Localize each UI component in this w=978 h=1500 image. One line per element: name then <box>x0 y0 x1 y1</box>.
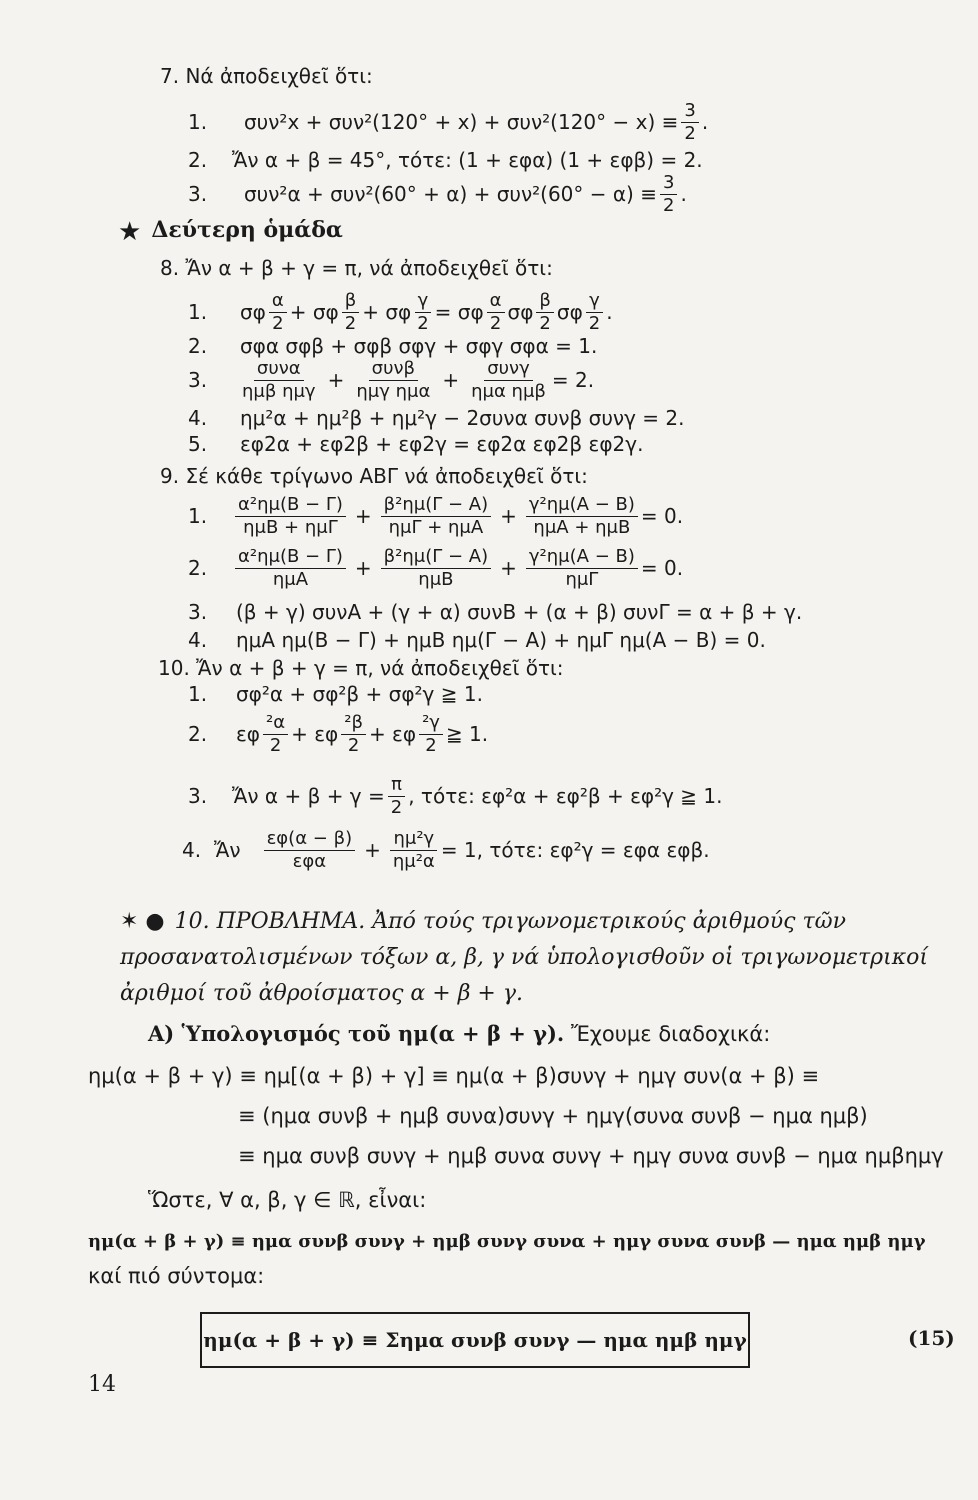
page-number: 14 <box>88 1372 116 1397</box>
derivation-line-1: ημ(α + β + γ) ≡ ημ[(α + β) + γ] ≡ ημ(α + β)συνγ + ημγ συν(α + β) ≡ <box>88 1064 820 1088</box>
fraction-numerator: 3 <box>660 174 677 195</box>
fraction-numerator: γ²ημ(Α − Β) <box>526 548 638 569</box>
term: = 0. <box>640 504 684 528</box>
term: σφ <box>556 300 583 324</box>
fraction-numerator: γ²ημ(Α − Β) <box>526 496 638 517</box>
fraction <box>526 545 638 590</box>
hence-statement: Ὥστε, ∀ α, β, γ ∈ ℝ, εἶναι: <box>148 1188 427 1212</box>
section-a-intro: Ἔχουμε διαδοχικά: <box>570 1022 771 1046</box>
fraction-denominator: εφα <box>292 850 327 872</box>
ex9-item-2-number: 2. <box>188 556 208 580</box>
fraction-numerator: 3 <box>681 102 698 123</box>
term: , τότε: εφ²α + εφ²β + εφ²γ ≧ 1. <box>408 784 723 808</box>
fraction-numerator: γ <box>415 292 432 313</box>
fraction-denominator: 2 <box>417 312 429 334</box>
term: εφ <box>236 722 261 746</box>
ex7-item-3-number: 3. <box>188 182 208 206</box>
fraction <box>353 357 433 402</box>
fraction <box>381 493 491 538</box>
ex8-item-2: σφα σφβ + σφβ σφγ + σφγ σφα = 1. <box>240 334 598 358</box>
section-a-title: Α) Ὑπολογισμός τοῦ ημ(α + β + γ). <box>148 1021 565 1046</box>
fraction-denominator: ημΑ <box>272 568 309 590</box>
ex8-item-4-number: 4. <box>188 406 208 430</box>
ex7-item-1 <box>244 96 708 148</box>
fraction-numerator: ημ²γ <box>390 830 437 851</box>
ex8-item-5: εφ2α + εφ2β + εφ2γ = εφ2α εφ2β εφ2γ. <box>240 432 644 456</box>
ex7-item-3 <box>244 168 687 220</box>
fraction-numerator: α²ημ(Β − Γ) <box>235 548 346 569</box>
fraction-numerator: α²ημ(Β − Γ) <box>235 496 346 517</box>
fraction <box>414 289 431 334</box>
fraction-denominator: ημΓ <box>565 568 599 590</box>
fraction-denominator: ημΓ + ημΑ <box>388 516 484 538</box>
ex10-item-4 <box>214 824 710 876</box>
ex8-item-4: ημ²α + ημ²β + ημ²γ − 2συνα συνβ συνγ = 2. <box>240 406 685 430</box>
fraction-denominator: ημ²α <box>392 850 435 872</box>
fraction <box>342 289 360 334</box>
fraction <box>419 711 443 756</box>
term: + σφ <box>289 300 339 324</box>
equation-number: (15) <box>908 1326 955 1350</box>
ex9-item-2 <box>232 542 683 594</box>
ex8-item-3 <box>236 354 594 406</box>
term: = 0. <box>640 556 684 580</box>
fraction <box>263 711 288 756</box>
term: . <box>606 300 613 324</box>
term: = 2. <box>551 368 595 392</box>
ex10-item-1: σφ²α + σφ²β + σφ²γ ≧ 1. <box>236 682 483 706</box>
ex8-item-5-number: 5. <box>188 432 208 456</box>
ex10-item-2-number: 2. <box>188 722 208 746</box>
fraction-denominator: ημΑ + ημΒ <box>533 516 631 538</box>
term: + εφ <box>368 722 417 746</box>
boxed-formula-text: ημ(α + β + γ) ≡ Σημα συνβ συνγ — ημα ημβ ημγ <box>203 1328 747 1352</box>
fraction-numerator: εφ(α − β) <box>264 830 356 851</box>
ex8-item-3-number: 3. <box>188 368 208 392</box>
fraction-denominator: 2 <box>425 734 437 756</box>
fraction <box>487 289 505 334</box>
ex9-item-4: ημΑ ημ(Β − Γ) + ημΒ ημ(Γ − Α) + ημΓ ημ(Α − Β) = 0. <box>236 628 766 652</box>
ex10-item-3 <box>232 770 723 822</box>
fraction-denominator: 2 <box>269 734 282 756</box>
ex9-item-3: (β + γ) συνΑ + (γ + α) συνΒ + (α + β) συνΓ = α + β + γ. <box>236 600 803 624</box>
fraction-numerator: α <box>487 292 505 313</box>
ex7-item-1-expression: συν²x + συν²(120° + x) + συν²(120° − x) ≡ <box>244 110 679 134</box>
ex10-item-1-number: 1. <box>188 682 208 706</box>
fraction-denominator: 2 <box>489 312 502 334</box>
fraction <box>526 493 638 538</box>
fraction-numerator: π <box>388 776 405 797</box>
fraction-numerator: β²ημ(Γ − Α) <box>381 548 491 569</box>
term: Ἄν α + β + γ = <box>232 784 385 808</box>
term: Ἄν <box>214 838 241 862</box>
term: + εφ <box>291 722 339 746</box>
ex10-item-4-number: 4. <box>182 838 202 862</box>
operator: + <box>354 556 372 580</box>
fraction-numerator: β <box>342 292 360 313</box>
fraction <box>341 711 366 756</box>
ex9-item-1-number: 1. <box>188 504 208 528</box>
term: + σφ <box>362 300 412 324</box>
ex7-item-2: Ἄν α + β = 45°, τότε: (1 + εφα) (1 + εφβ) = 2. <box>232 148 703 172</box>
fraction-denominator: 2 <box>539 312 551 334</box>
fraction-denominator: ημΒ <box>418 568 454 590</box>
fraction-numerator: ²α <box>263 714 288 735</box>
operator: + <box>364 838 381 862</box>
operator: + <box>354 504 372 528</box>
star-bullet-icon: ✶ ● <box>120 909 165 934</box>
fraction <box>239 357 319 402</box>
fraction-numerator: συνγ <box>484 360 533 381</box>
term: = σφ <box>434 300 484 324</box>
fraction-denominator: ημα ημβ <box>471 380 546 402</box>
ex8-item-1 <box>240 286 613 338</box>
fraction-numerator: β <box>536 292 554 313</box>
ex10-item-3-number: 3. <box>188 784 208 808</box>
exercise-8-title: 8. Ἄν α + β + γ = π, νά ἀποδειχθεῖ ὅτι: <box>160 256 553 280</box>
exercise-10-title: 10. Ἄν α + β + γ = π, νά ἀποδειχθεῖ ὅτι: <box>158 656 564 680</box>
fraction-denominator: 2 <box>588 312 601 334</box>
fraction <box>536 289 554 334</box>
shorter-statement: καί πιό σύντομα: <box>88 1264 265 1288</box>
ex7-item-1-number: 1. <box>188 110 208 134</box>
fraction <box>586 289 603 334</box>
problem-10-statement <box>120 904 958 1012</box>
group-2-title: Δεύτερη ὁμάδα <box>151 217 343 243</box>
boxed-formula <box>200 1312 750 1368</box>
fraction <box>390 827 438 872</box>
ex7-item-1-fraction <box>681 99 698 144</box>
fraction-numerator: γ <box>586 292 603 313</box>
fraction-numerator: συνβ <box>369 360 418 381</box>
problem-10-text: 10. ΠΡΟΒΛΗΜΑ. Ἀπό τούς τριγωνομετρικούς ἀριθμούς τῶν προσανατολισμένων τόξων α, β, γ νά ὑπολογισθοῦν οἱ τριγωνομετρικοί ἀριθμοί τοῦ ἀθροίσματος α + β + γ. <box>120 909 929 1006</box>
ex7-item-3-expression: συν²α + συν²(60° + α) + συν²(60° − α) ≡ <box>244 182 657 206</box>
fraction <box>381 545 491 590</box>
exercise-7-title: 7. Νά ἀποδειχθεῖ ὅτι: <box>160 64 373 88</box>
group-2-heading <box>118 218 343 248</box>
fraction-denominator: ημβ ημγ <box>242 380 316 402</box>
fraction-denominator: ημΒ + ημΓ <box>243 516 338 538</box>
section-a-heading <box>148 1022 770 1046</box>
term: ≧ 1. <box>445 722 489 746</box>
fraction-denominator: 2 <box>272 312 284 334</box>
star-icon: ★ <box>118 216 142 247</box>
fraction-denominator: 2 <box>347 734 360 756</box>
fraction-denominator: 2 <box>684 122 696 144</box>
ex10-item-2 <box>236 708 488 760</box>
fraction <box>235 545 346 590</box>
ex7-item-1-end: . <box>701 110 709 134</box>
fraction <box>388 773 405 818</box>
ex8-item-2-number: 2. <box>188 334 208 358</box>
term: = 1, τότε: εφ²γ = εφα εφβ. <box>440 838 710 862</box>
operator: + <box>327 368 345 392</box>
full-sine-formula: ημ(α + β + γ) ≡ ημα συνβ συνγ + ημβ συνγ συνα + ημγ συνα συνβ — ημα ημβ ημγ <box>88 1231 926 1252</box>
fraction-denominator: 2 <box>662 194 675 216</box>
fraction-denominator: 2 <box>344 312 357 334</box>
operator: + <box>500 556 517 580</box>
operator: + <box>442 368 460 392</box>
fraction-numerator: ²β <box>341 714 366 735</box>
operator: + <box>500 504 517 528</box>
term: σφ <box>240 300 266 324</box>
fraction-denominator: 2 <box>390 796 403 818</box>
fraction-numerator: ²γ <box>419 714 443 735</box>
fraction-numerator: συνα <box>254 360 304 381</box>
ex7-item-2-number: 2. <box>188 148 208 172</box>
derivation-line-3: ≡ ημα συνβ συνγ + ημβ συνα συνγ + ημγ συνα συνβ − ημα ημβημγ <box>238 1144 944 1168</box>
fraction <box>235 493 346 538</box>
exercise-9-title: 9. Σέ κάθε τρίγωνο ΑΒΓ νά ἀποδειχθεῖ ὅτι: <box>160 464 588 488</box>
term: σφ <box>507 300 534 324</box>
fraction-denominator: ημγ ημα <box>356 380 431 402</box>
ex9-item-4-number: 4. <box>188 628 208 652</box>
fraction <box>264 827 356 872</box>
fraction-numerator: α <box>269 292 287 313</box>
ex9-item-3-number: 3. <box>188 600 208 624</box>
ex7-item-3-end: . <box>680 182 687 206</box>
ex8-item-1-number: 1. <box>188 300 208 324</box>
fraction <box>269 289 287 334</box>
ex7-item-3-fraction <box>660 171 677 216</box>
derivation-line-2: ≡ (ημα συνβ + ημβ συνα)συνγ + ημγ(συνα συνβ − ημα ημβ) <box>238 1104 868 1128</box>
fraction <box>468 357 549 402</box>
fraction-numerator: β²ημ(Γ − Α) <box>381 496 491 517</box>
ex9-item-1 <box>232 490 683 542</box>
